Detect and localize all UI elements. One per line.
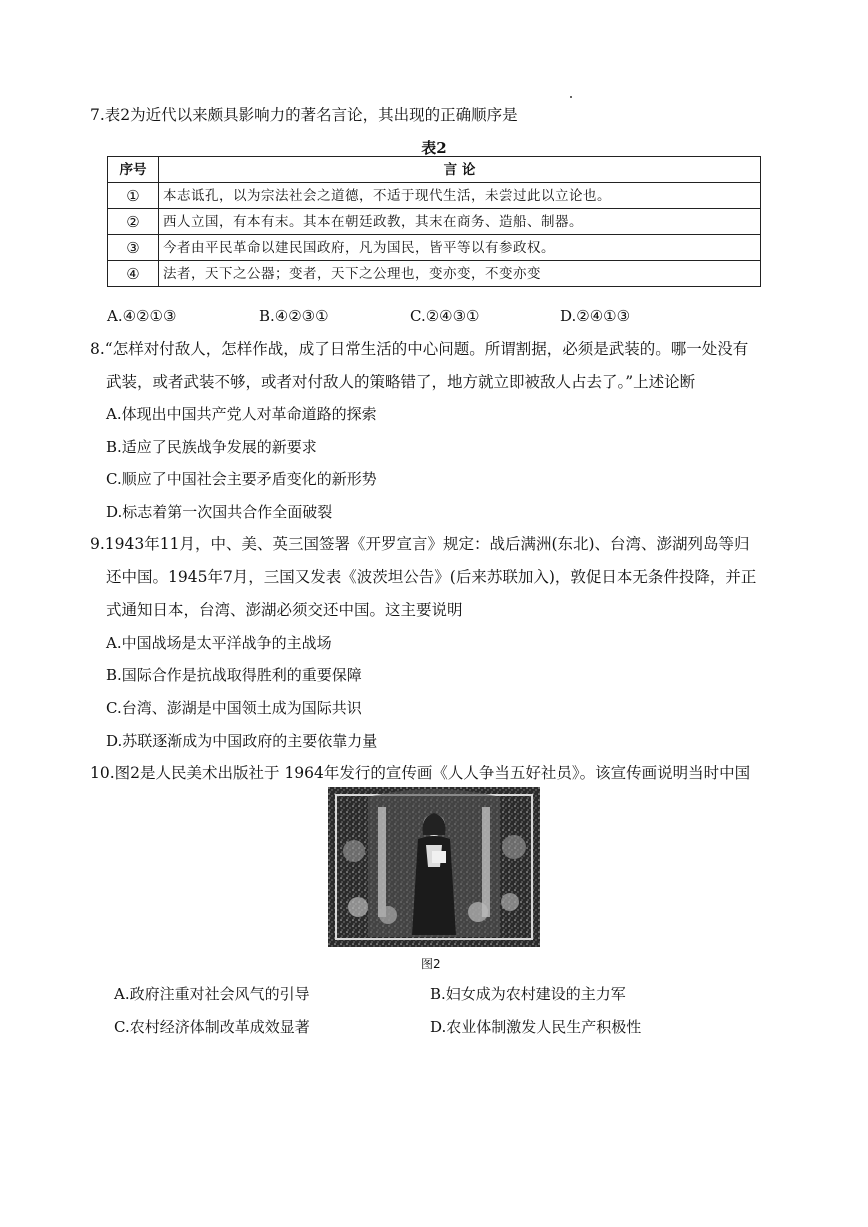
q8-option-c[interactable]: C.顺应了中国社会主要矛盾变化的新形势 xyxy=(106,470,377,488)
header-statement: 言 论 xyxy=(159,157,761,183)
q10-stem: 10.图2是人民美术出版社于 1964年发行的宣传画《人人争当五好社员》。该宣传画说明当时中国 xyxy=(90,764,751,782)
row-statement: 今者由平民革命以建民国政府，凡为国民，皆平等以有参政权。 xyxy=(159,235,761,261)
q9-stem-line2: 还中国。1945年7月，三国又发表《波茨坦公告》(后来苏联加入)，敦促日本无条件投降，并正 xyxy=(106,568,757,586)
q8-option-a[interactable]: A.体现出中国共产党人对革命道路的探索 xyxy=(106,405,377,423)
q7-option-b[interactable]: B.④②③① xyxy=(259,307,329,325)
table-row xyxy=(108,261,761,287)
q9-option-a[interactable]: A.中国战场是太平洋战争的主战场 xyxy=(106,634,332,652)
table-row xyxy=(108,235,761,261)
table-row xyxy=(108,183,761,209)
q8-option-d[interactable]: D.标志着第一次国共合作全面破裂 xyxy=(106,503,333,521)
header-number: 序号 xyxy=(108,157,159,183)
row-number: ④ xyxy=(108,261,159,287)
figure-caption: 图2 xyxy=(421,957,441,971)
q7-statement-table xyxy=(107,156,761,287)
row-statement: 本志诋孔，以为宗法社会之道德，不适于现代生活，未尝过此以立论也。 xyxy=(159,183,761,209)
q8-stem-line1: 8.“怎样对付敌人，怎样作战，成了日常生活的中心问题。所谓割据，必须是武装的。哪一处没有 xyxy=(90,340,749,358)
row-number: ① xyxy=(108,183,159,209)
propaganda-poster-figure xyxy=(328,787,540,947)
q10-option-c[interactable]: C.农村经济体制改革成效显著 xyxy=(114,1018,310,1036)
poster-illustration xyxy=(328,787,540,947)
q10-option-a[interactable]: A.政府注重对社会风气的引导 xyxy=(114,985,310,1003)
q9-option-d[interactable]: D.苏联逐渐成为中国政府的主要依靠力量 xyxy=(106,732,378,750)
table-row xyxy=(108,209,761,235)
q7-option-c[interactable]: C.②④③① xyxy=(410,307,480,325)
q9-stem-line3: 式通知日本，台湾、澎湖必须交还中国。这主要说明 xyxy=(106,601,463,619)
table-header-row xyxy=(108,157,761,183)
row-statement: 西人立国，有本有末。其本在朝廷政教，其末在商务、造船、制器。 xyxy=(159,209,761,235)
q10-option-d[interactable]: D.农业体制激发人民生产积极性 xyxy=(430,1018,642,1036)
q9-option-c[interactable]: C.台湾、澎湖是中国领土成为国际共识 xyxy=(106,699,362,717)
q8-option-b[interactable]: B.适应了民族战争发展的新要求 xyxy=(106,438,317,456)
q9-option-b[interactable]: B.国际合作是抗战取得胜利的重要保障 xyxy=(106,666,362,684)
q7-stem: 7.表2为近代以来颇具影响力的著名言论，其出现的正确顺序是 xyxy=(90,106,518,124)
q7-table-title: 表2 xyxy=(421,139,447,157)
q7-option-a[interactable]: A.④②①③ xyxy=(107,307,177,325)
scan-speck xyxy=(570,96,572,98)
q8-stem-line2: 武装，或者武装不够，或者对付敌人的策略错了，地方就立即被敌人占去了。”上述论断 xyxy=(106,373,696,391)
row-number: ③ xyxy=(108,235,159,261)
q10-option-b[interactable]: B.妇女成为农村建设的主力军 xyxy=(430,985,626,1003)
q7-option-d[interactable]: D.②④①③ xyxy=(560,307,631,325)
row-number: ② xyxy=(108,209,159,235)
row-statement: 法者，天下之公器；变者，天下之公理也，变亦变，不变亦变 xyxy=(159,261,761,287)
q9-stem-line1: 9.1943年11月，中、美、英三国签署《开罗宣言》规定：战后满洲(东北)、台湾、澎湖列岛等归 xyxy=(90,535,750,553)
